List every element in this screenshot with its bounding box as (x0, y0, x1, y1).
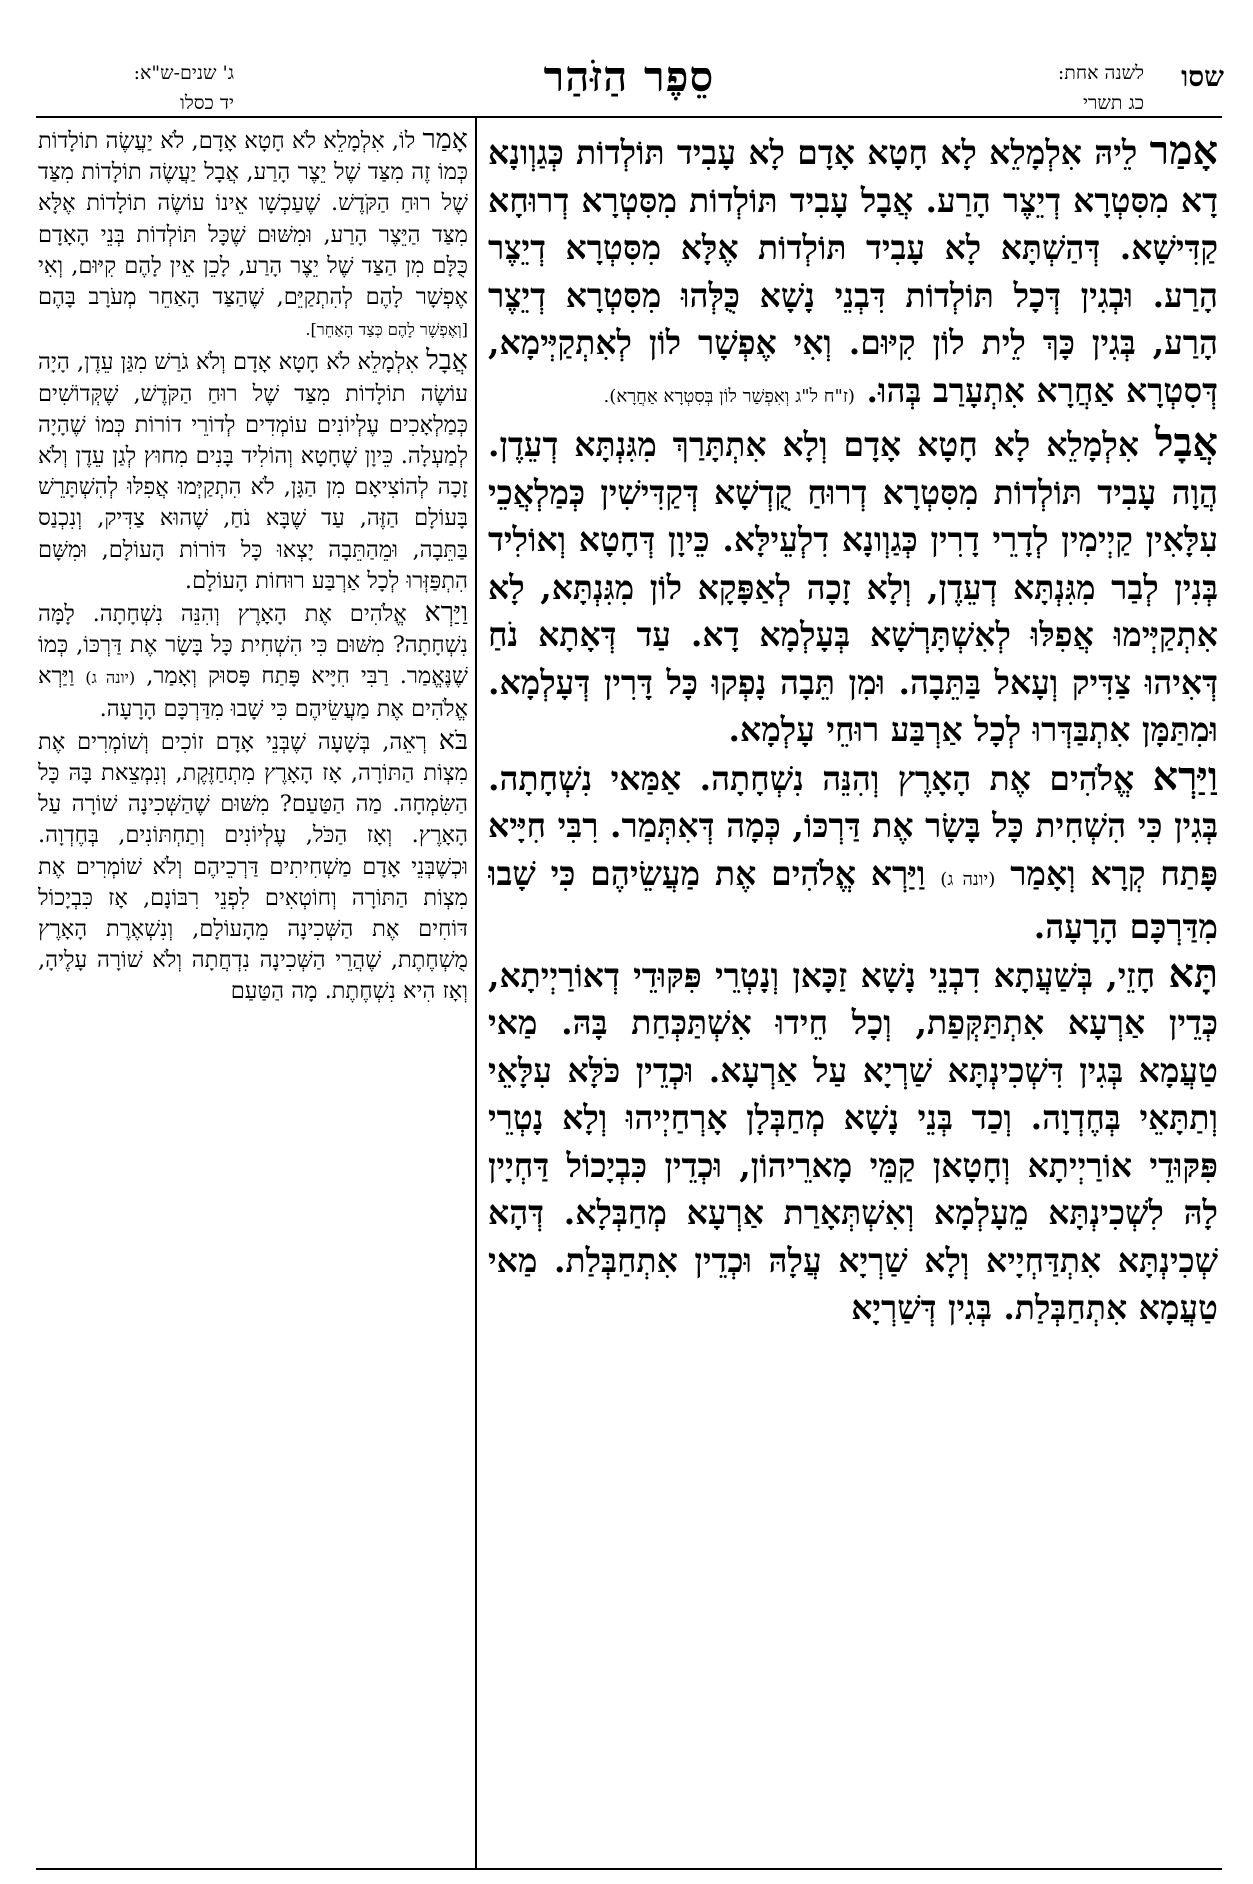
paragraph-text: לוֹ, אִלְמָלֵא לֹא חָטָא אָדָם, לֹא יַעֲשֶׂה תוֹלָדוֹת כְּמוֹ זֶה מִצַּד שֶׁל יֵצֶר הָרַע, אֲבָל יַעֲשֶׂה תוֹלָדוֹת מִצַּד שֶׁל רוּחַ הַקֹּדֶשׁ. שֶׁעַכְשָׁו אֵינוֹ עוֹשֶׂה תוֹלָדוֹת אֶלָּא מִצַּד הַיֵּצֶר הָרַע, וּמִשּׁוּם שֶׁכָּל תּוֹלְדוֹת בְּנֵי הָאָדָם כֻּלָּם מִן הַצַּד שֶׁל יֵצֶר הָרַע, לָכֵן אֵין לָהֶם קִיּוּם, וְאִי אֶפְשָׁר לָהֶם לְהִתְקַיֵּם, שֶׁהַצַּד הָאַחֵר מְעֹרָב בָּהֶם (38, 128, 468, 311)
footer-rule (36, 1868, 1222, 1870)
paragraph-text: וַיַּרְא אֱלֹהִים אֶת מַעֲשֵׂיהֶם כִּי שָׁבוּ מִדַּרְכָּם הָרָעָה. (488, 853, 1218, 946)
aramaic-paragraph (488, 420, 1218, 754)
paragraph-text: אֱלֹהִים אֶת הָאָרֶץ וְהִנֵּה נִשְׁחָתָה. לָמָּה נִשְׁחָתָה? מִשּׁוּם כִּי הִשְׁחִית כָּל בָּשָׂר אֶת דַּרְכּוֹ, כְּמוֹ שֶׁנֶּאֱמַר. רַבִּי חִיָּיא פָּתַח פָּסוּק וְאָמַר, (38, 601, 468, 690)
paragraph-text: לֵיהּ אִלְמָלֵא לָא חָטָא אָדָם לָא עָבִיד תּוֹלְדוֹת כְּגַוְונָא דָא מִסִּטְרָא דְיֵצֶר הָרַע. אֲבָל עָבִיד תּוֹלְדוֹת מִסִּטְרָא דְרוּחָא קַדִּישָׁא. דְּהַשְׁתָּא לָא עָבִיד תּוֹלְדוֹת אֶלָּא מִסִּטְרָא דְיֵצֶר הָרַע. וּבְגִין דְּכָל תּוֹלְדוֹת דִּבְנֵי נָשָׁא כֻּלְּהוּ מִסִּטְרָא דְיֵצֶר הָרַע, בְּגִין כָּךְ לֵית לוֹן קִיּוּם. וְאִי אֶפְשָׁר לוֹן לְאִתְקַיְּימָא, דְּסִטְרָא אַחֲרָא אִתְעָרַב בְּהוּ. (488, 133, 1218, 410)
verse-reference: (יונה ג) (940, 868, 996, 890)
paragraph-text: חָזֵי, בְּשַׁעֲתָא דִבְנֵי נָשָׁא זַכָּאן וְנָטְרֵי פִּקּוּדֵי דְאוֹרַיְיתָא, כְּדֵין אַרְעָא אִתְתַּקְּפַת, וְכָל חֵידוּ אִשְׁתַּכְּחַת בָּהּ. מַאי טַעֲמָא בְּגִין דִּשְׁכִינְתָּא שַׁרְיָא עַל אַרְעָא. וּכְדֵין כֹּלָּא עִלָּאֵי וְתַתָּאֵי בְּחֶדְוָה. וְכַד בְּנֵי נָשָׁא מְחַבְּלָן אָרְחַיְיהוּ וְלָא נָטְרֵי פִּקּוּדֵי אוֹרַיְיתָא וְחָטָאן קַמֵּי מָארֵיהוֹן, וּכְדֵין כִּבְיָכוֹל דַּחְיָין לָהּ לִשְׁכִינְתָּא מֵעָלְמָא וְאִשְׁתְּאָרַת אַרְעָא מְחַבְּלָא. דְּהָא שְׁכִינְתָּא אִתְדַּחְיָיא וְלָא שַׁרְיָא עֲלָהּ וּכְדֵין אִתְחַבְּלַת. מַאי טַעֲמָא אִתְחַבְּלַת. בְּגִין דְּשַׁרְיָא (488, 955, 1218, 1327)
paragraph-lead-word: וַיַּרְא (424, 597, 468, 629)
page-number: שסו (1181, 60, 1224, 93)
hebrew-column (38, 124, 468, 1864)
paragraph-lead-word: אֲבָל (426, 345, 468, 377)
aramaic-paragraph (488, 754, 1218, 951)
aramaic-column (488, 128, 1218, 1863)
paragraph-lead-word: אָמַר (422, 124, 468, 155)
aramaic-paragraph (488, 128, 1218, 420)
paragraph-lead-word: וַיַּרְא (1152, 753, 1218, 800)
paragraph-lead-word: אֲבָל (1154, 420, 1218, 466)
hebrew-paragraph (38, 124, 468, 345)
schedule-date: כג תשרי (1083, 92, 1144, 114)
aramaic-paragraph (488, 951, 1218, 1332)
schedule-date: יד כסלו (179, 92, 234, 114)
paragraph-text: אֱלֹהִים אֶת הָאָרֶץ וְהִנֵּה נִשְׁחָתָה. אַמַּאי נִשְׁחָתָה. בְּגִין כִּי הִשְׁחִית כָּל בָּשָׂר אֶת דַּרְכּוֹ, כְּמָה דְּאִתְּמַר. רִבִּי חִיָּיא פָּתַח קְרָא וְאָמַר (488, 758, 1218, 893)
page-header (34, 52, 1224, 112)
page-title: סֵפֶר הַזֹּהַר (543, 52, 715, 101)
schedule-label: ג' שנים-ש"א: (133, 62, 234, 84)
paragraph-lead-word: תָּא (1168, 950, 1218, 997)
column-divider (475, 118, 477, 1868)
paragraph-lead-word: בֹּא (438, 724, 468, 756)
hebrew-paragraph (38, 597, 468, 725)
hebrew-paragraph (38, 725, 468, 1008)
source-note: [וְאֶפְשָׁר לָהֶם כְּצַד הָאַחֵר]. (305, 320, 468, 340)
paragraph-text: וַיַּרְא אֱלֹהִים אֶת מַעֲשֵׂיהֶם כִּי שָׁבוּ מִדַּרְכָּם הָרָעָה. (38, 663, 468, 722)
verse-reference: (יונה ג) (85, 668, 136, 688)
paragraph-text: אִלְמָלֵא לָא חָטָא אָדָם וְלָא אִתְתָּרַךְ מִגִּנְתָּא דְעֵדֶן. הֲוָה עָבִיד תּוֹלְדוֹת מִסִּטְרָא דְרוּחַ קֻדְשָׁא דְּקַדִּישִׁין כְּמַלְאֲכֵי עִלָּאִין קַיְימִין לְדָרֵי דָרִין כְּגַוְונָא דִלְעֵילָּא. כֵּיוָן דְּחָטָא וְאוֹלִיד בְּנִין לְבַר מִגִּנְתָּא דְעֵדֶן, וְלָא זָכָה לְאַפָּקָא לוֹן מִגִּנְתָּא, לָא אִתְקַיְּימוּ אֲפִלּוּ לְאִשְׁתָּרְשָׁא בְּעָלְמָא דָא. עַד דְּאָתָא נֹחַ דְּאִיהוּ צַדִּיק וְעָאל בַּתֵּבָה. וּמִן תֵּבָה נָפְקוּ כָּל דָּרִין דְּעָלְמָא. וּמִתַּמָּן אִתְבַּדְּרוּ לְכָל אַרְבַּע רוּחֵי עָלְמָא. (488, 425, 1218, 749)
paragraph-lead-word: אָמַר (1149, 128, 1218, 174)
header-rule (36, 116, 1222, 118)
source-note: (ז"ח ל"ג וְאִפְשַׁר לוֹן בְּסִטְרָא אַחֲרָא). (603, 385, 856, 407)
study-schedule-three-years (34, 58, 234, 118)
hebrew-paragraph (38, 345, 468, 597)
schedule-label: לשנה אחת: (1057, 62, 1144, 84)
paragraph-text: אִלְמָלֵא לֹא חָטָא אָדָם וְלֹא גֹרַשׁ מִגַּן עֵדֶן, הָיָה עוֹשֶׂה תוֹלָדוֹת מִצַּד שֶׁל רוּחַ הַקֹּדֶשׁ, שֶׁקְּדוֹשִׁים כְּמַלְאָכִים עֶלְיוֹנִים עוֹמְדִים לְדוֹרֵי דוֹרוֹת כְּמוֹ שֶׁהָיָה לְמַעְלָה. כֵּיוָן שֶׁחָטָא וְהוֹלִיד בָּנִים מִחוּץ לְגַן עֵדֶן וְלֹא זָכָה לְהוֹצִיאָם מִן הַגָּן, לֹא הִתְקַיְּמוּ אֲפִלּוּ לְהִשְׁתָּרֵשׁ בָּעוֹלָם הַזֶּה, עַד שֶׁבָּא נֹחַ, שֶׁהוּא צַדִּיק, וְנִכְנַס בַּתֵּבָה, וּמֵהַתֵּבָה יָצְאוּ כָּל דּוֹרוֹת הָעוֹלָם, וּמִשָּׁם הִתְפַּזְּרוּ לְכָל אַרְבַּע רוּחוֹת הָעוֹלָם. (38, 349, 468, 594)
paragraph-text: רְאֵה, בְּשָׁעָה שֶׁבְּנֵי אָדָם זוֹכִים וְשׁוֹמְרִים אֶת מִצְוֹת הַתּוֹרָה, אָז הָאָרֶץ מִתְחַזֶּקֶת, וְנִמְצֵאת בָּהּ כָּל הַשִּׂמְחָה. מַה הַטַּעַם? מִשּׁוּם שֶׁהַשְּׁכִינָה שׁוֹרָה עַל הָאָרֶץ. וְאָז הַכֹּל, עֶלְיוֹנִים וְתַחְתּוֹנִים, בְּחֶדְוָה. וּכְשֶׁבְּנֵי אָדָם מַשְׁחִיתִים דַּרְכֵיהֶם וְלֹא שׁוֹמְרִים אֶת מִצְוֹת הַתּוֹרָה וְחוֹטְאִים לִפְנֵי רִבּוֹנָם, אָז כִּבְיָכוֹל דּוֹחִים אֶת הַשְּׁכִינָה מֵהָעוֹלָם, וְנִשְׁאֶרֶת הָאָרֶץ מֻשְׁחֶתֶת, שֶׁהֲרֵי הַשְּׁכִינָה נִדְחֲתָה וְלֹא שׁוֹרָה עָלֶיהָ, וְאָז הִיא נִשְׁחֶתֶת. מָה הַטַּעַם (38, 728, 468, 1005)
